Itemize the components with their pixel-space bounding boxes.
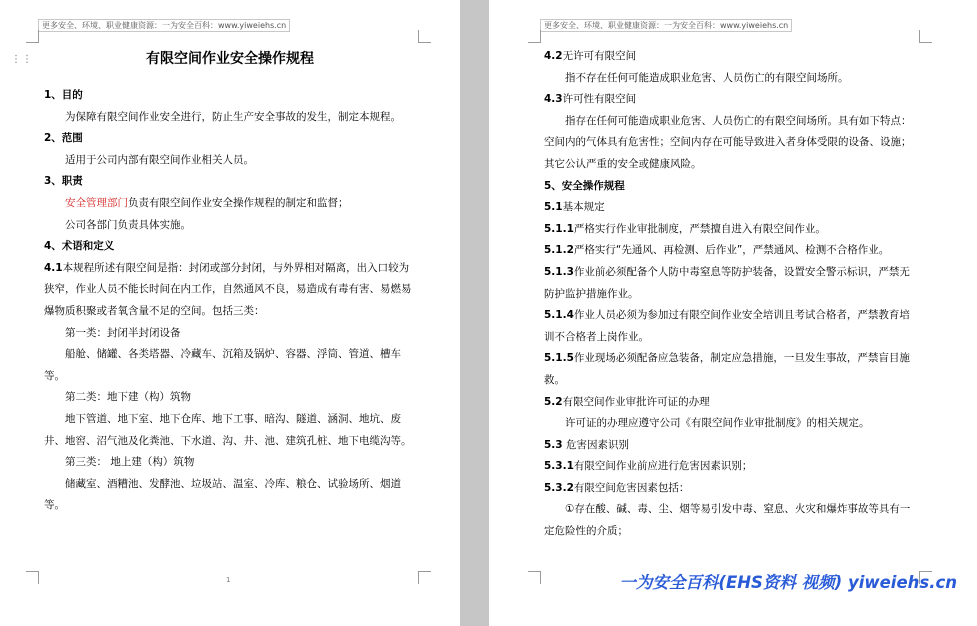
clause-number: 5.3.2 (544, 481, 574, 494)
clause-text: 有限空间作业审批许可证的办理 (562, 395, 710, 408)
paragraph-text: 负责有限空间作业安全操作规程的制定和监督； (128, 196, 349, 209)
body-paragraph: 第二类：地下建（构）筑物 (65, 391, 191, 404)
body-paragraph (44, 193, 414, 215)
crop-mark (418, 30, 431, 43)
page-1-body (44, 85, 414, 517)
clause-number: 4.3 (544, 93, 563, 106)
clause-text: 危害因素识别 (562, 438, 629, 451)
section-heading: 2、范围 (44, 132, 83, 145)
body-paragraph: 第一类：封闭半封闭设备 (65, 326, 181, 339)
numbered-clause (544, 262, 912, 305)
body-paragraph: 指不存在任何可能造成职业危害、人员伤亡的有限空间场所。 (565, 71, 849, 84)
document-page-2 (489, 0, 977, 626)
clause-text: 有限空间危害因素包括： (573, 481, 690, 494)
clause-text: 本规程所述有限空间是指：封闭或部分封闭，与外界相对隔离，出入口较为狭窄，作业人员不能长时间在内工作，自然通风不良，易造成有毒有害、易燃易爆物质积聚或者氧含量不足的空间。包括三类： (44, 261, 412, 317)
page-number: 1 (226, 576, 231, 584)
numbered-clause (544, 435, 912, 457)
body-paragraph: 适用于公司内部有限空间作业相关人员。 (65, 153, 254, 166)
body-paragraph: 为保障有限空间作业安全进行，防止生产安全事故的发生，制定本规程。 (65, 110, 401, 123)
crop-mark (26, 571, 39, 584)
page-title: 有限空间作业安全操作规程 (146, 51, 314, 67)
clause-number: 5.1.5 (544, 352, 574, 365)
crop-mark (919, 30, 932, 43)
body-paragraph: 储藏室、酒糟池、发酵池、垃圾站、温室、冷库、粮仓、试验场所、烟道等。 (44, 477, 401, 512)
numbered-clause (44, 258, 414, 323)
clause-text: 作业前必须配备个人防中毒窒息等防护装备，设置安全警示标识，严禁无防护监护措施作业。 (544, 265, 910, 300)
crop-mark (528, 571, 541, 584)
clause-number: 5.1.2 (544, 244, 574, 257)
crop-mark (528, 30, 541, 43)
body-paragraph: 公司各部门负责具体实施。 (65, 218, 191, 231)
clause-text: 严格实行作业审批制度，严禁擅自进入有限空间作业。 (573, 222, 826, 235)
body-paragraph: 地下管道、地下室、地下仓库、地下工事、暗沟、隧道、涵洞、地坑、废井、地窖、沼气池及化粪池、下水道、沟、井、池、建筑孔桩、地下电缆沟等。 (44, 412, 412, 447)
body-paragraph: 第三类： 地上建（构）筑物 (65, 456, 195, 469)
clause-number: 5.1 (544, 201, 563, 214)
numbered-clause (544, 348, 912, 391)
numbered-clause (544, 240, 912, 262)
numbered-clause (544, 478, 912, 500)
clause-number: 4.2 (544, 50, 563, 62)
clause-number: 5.1.3 (544, 265, 574, 278)
page-2-body (544, 46, 912, 543)
section-heading: 3、职责 (44, 175, 83, 188)
document-page-1 (0, 0, 460, 626)
section-heading: 1、目的 (44, 89, 83, 101)
move-handle-icon[interactable]: ⋮⋮ (11, 54, 33, 65)
clause-number: 4.1 (44, 261, 63, 274)
clause-text: 许可性有限空间 (562, 93, 637, 106)
crop-mark (418, 571, 431, 584)
numbered-clause (544, 456, 912, 478)
watermark-text: 一为安全百科(EHS资料 视频) yiweiehs.cn (619, 573, 957, 592)
numbered-clause (544, 46, 912, 68)
clause-text: 有限空间作业前应进行危害因素识别； (573, 460, 753, 473)
clause-number: 5.1.1 (544, 222, 574, 235)
clause-text: 无许可有限空间 (562, 50, 637, 62)
numbered-clause (544, 305, 912, 348)
clause-number: 5.1.4 (544, 309, 574, 322)
numbered-clause (544, 219, 912, 241)
clause-text: 基本规定 (562, 201, 605, 214)
clause-text: 作业现场必须配备应急装备，制定应急措施，一旦发生事故，严禁盲目施救。 (544, 352, 910, 386)
crop-mark (26, 30, 39, 43)
section-heading: 4、术语和定义 (44, 240, 115, 253)
clause-text: 严格实行“先通风、再检测、后作业”，严禁通风、检测不合格作业。 (573, 244, 890, 257)
page-header: 更多安全、环境、职业健康资源：一为安全百科：www.yiweiehs.cn (540, 19, 792, 32)
clause-number: 5.3.1 (544, 460, 574, 473)
numbered-clause (544, 89, 912, 111)
body-paragraph: 许可证的办理应遵守公司《有限空间作业审批制度》的相关规定。 (565, 417, 870, 430)
body-paragraph: 船舱、储罐、各类塔器、冷藏车、沉箱及锅炉、容器、浮筒、管道、槽车等。 (44, 348, 401, 382)
numbered-clause (544, 197, 912, 219)
body-paragraph: 指存在任何可能造成职业危害、人员伤亡的有限空间场所。具有如下特点：空间内的气体具有危害性；空间内存在可能导致进入者身体受限的设备、设施；其它公认严重的安全或健康风险。 (544, 114, 912, 170)
clause-number: 5.2 (544, 395, 563, 408)
highlighted-text: 安全管理部门 (65, 196, 128, 209)
body-paragraph: ①存在酸、碱、毒、尘、烟等易引发中毒、窒息、火灾和爆炸事故等具有一定危险性的介质； (544, 503, 911, 538)
clause-text: 作业人员必须为参加过有限空间作业安全培训且考试合格者，严禁教育培训不合格者上岗作业。 (544, 309, 910, 343)
clause-number: 5.3 (544, 438, 563, 451)
numbered-clause (544, 392, 912, 414)
section-heading: 5、安全操作规程 (544, 179, 625, 192)
page-header: 更多安全、环境、职业健康资源：一为安全百科：www.yiweiehs.cn (38, 19, 290, 32)
